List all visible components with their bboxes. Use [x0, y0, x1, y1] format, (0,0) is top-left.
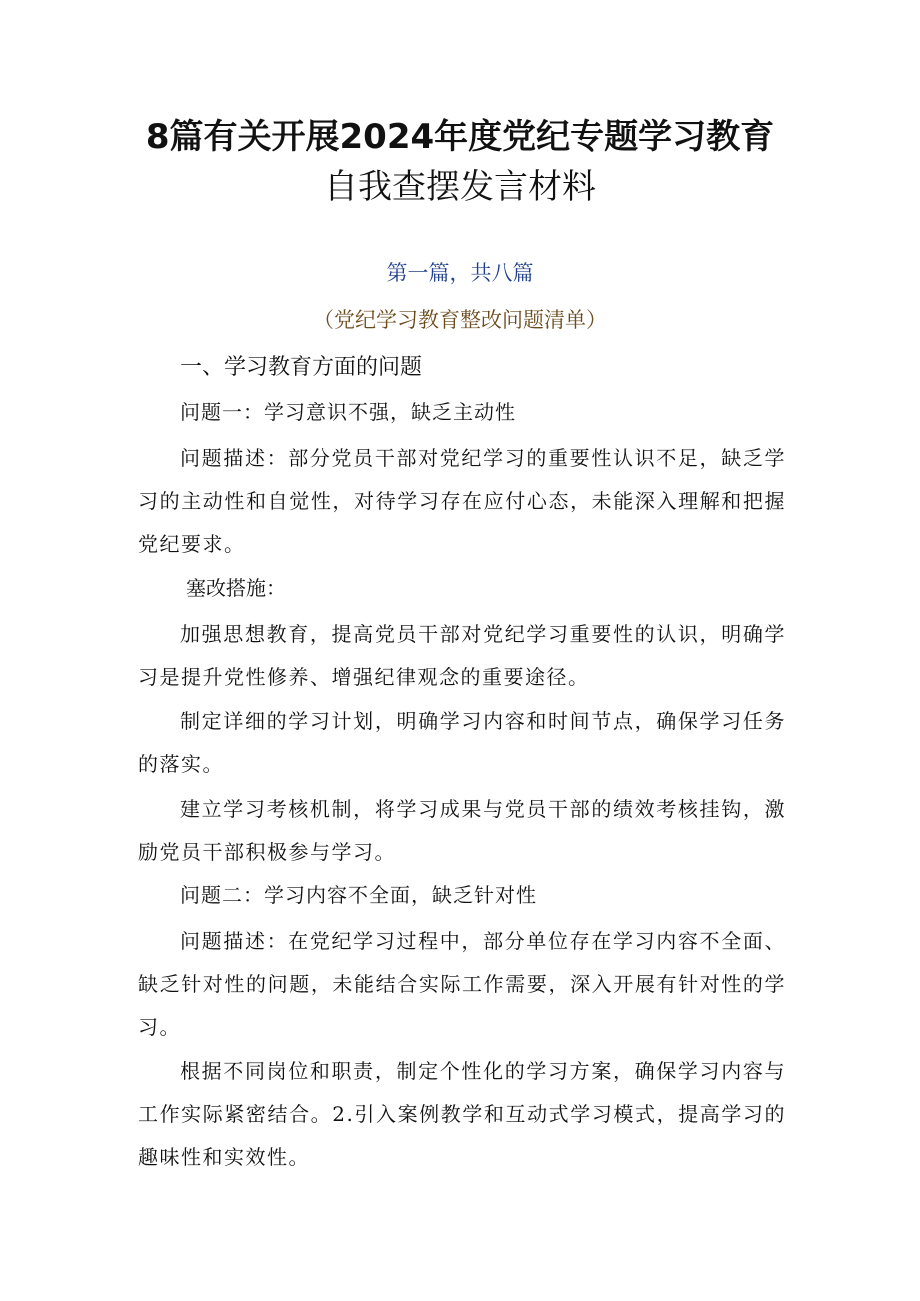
measure-item-2: 制定详细的学习计划，明确学习内容和时间节点，确保学习任务的落实。	[138, 709, 786, 776]
problem1-title: 问题一：学习意识不强，缺乏主动性	[180, 400, 516, 424]
measures-label: 塞改搭施：	[186, 576, 286, 600]
problem2-description: 问题描述：在党纪学习过程中，部分单位存在学习内容不全面、缺乏针对性的问题，未能结合实际工作需要，深入开展有针对性的学习。	[138, 929, 786, 1039]
problem1-description: 问题描述：部分党员干部对党纪学习的重要性认识不足，缺乏学习的主动性和自觉性，对待学习存在应付心态，未能深入理解和把握党纪要求。	[138, 446, 786, 556]
chapter-subtitle: （党纪学习教育整改问题清单）	[313, 308, 607, 332]
section-heading: 一、学习教育方面的问题	[180, 355, 423, 380]
chapter-label: 第一篇，共八篇	[386, 261, 534, 285]
document-title-line2: 自我查摆发言材料	[324, 167, 596, 207]
measure-item-4: 根据不同岗位和职责，制定个性化的学习方案，确保学习内容与工作实际紧密结合。2.引入案例教学和互动式学习模式，提高学习的趣味性和实效性。	[138, 1059, 786, 1169]
measure-item-3: 建立学习考核机制，将学习成果与党员干部的绩效考核挂钩，激励党员干部积极参与学习。	[138, 797, 786, 864]
problem2-title: 问题二：学习内容不全面，缺乏针对性	[180, 883, 537, 907]
document-title-line1: 8篇有关开展2024年度党纪专题学习教育	[145, 117, 775, 157]
measure-item-1: 加强思想教育，提高党员干部对党纪学习重要性的认识，明确学习是提升党性修养、增强纪律观念的重要途径。	[138, 622, 786, 689]
